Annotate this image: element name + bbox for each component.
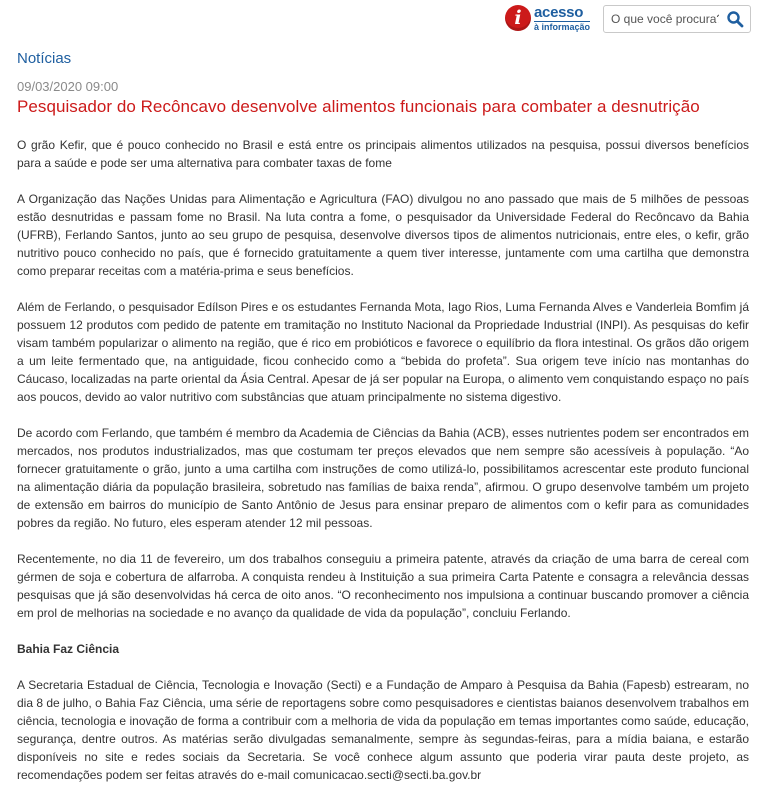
article-title: Pesquisador do Recôncavo desenvolve alimentos funcionais para combater a desnutrição [17,97,700,116]
article-paragraph: A Organização das Nações Unidas para Alimentação e Agricultura (FAO) divulgou no ano passado que mais de 5 milhões de pessoas estão desnutridas e passam fome no Brasil. Na luta contra a fome, o pesquisador da Universidade Federal do Recôncavo da Bahia (UFRB), Ferlando Santos, junto ao seu grupo de pesquisa, desenvolve diversos tipos de alimentos nutricionais, entre eles, o kefir, grão nutritivo pouco conhecido no país, que é fornecido gratuitamente a quem tiver interesse, juntamente com uma cartilha que demonstra como preparar receitas com a matéria-prima e seus benefícios. [17,192,749,278]
article-body [17,136,749,784]
article [17,48,749,802]
article-date: 09/03/2020 09:00 [17,79,119,94]
logo-text-secondary: à informação [534,21,591,32]
article-subheading: Bahia Faz Ciência [17,642,120,656]
acesso-a-informacao-logo[interactable] [505,3,590,33]
info-icon: i [505,5,531,31]
article-paragraph: Além de Ferlando, o pesquisador Edílson Pires e os estudantes Fernanda Mota, Iago Rios, Luma Fernanda Alves e Vanderleia Bomfim já possuem 12 produtos com pedido de patente em tramitação no Instituto Nacional da Propriedade Industrial (INPI). As pesquisas do kefir visam também popularizar o alimento na região, que é rico em probióticos e favorece o equilíbrio da flora intestinal. Os grãos dão origem a um leite fermentado que, na antiguidade, ficou conhecido como a “bebida do profeta”. Sua origem teve início nas montanhas do Cáucaso, localizadas na parte oriental da Ásia Central. Apesar de já ser popular na Europa, o alimento vem conquistando espaço no país aos poucos, devido ao valor nutritivo com substâncias que atuam principalmente no sistema digestivo. [17,300,749,404]
article-paragraph: O grão Kefir, que é pouco conhecido no Brasil e está entre os principais alimentos utilizados na pesquisa, possui diversos benefícios para a saúde e pode ser uma alternativa para combater taxas de fome [17,138,749,170]
article-paragraph: A Secretaria Estadual de Ciência, Tecnologia e Inovação (Secti) e a Fundação de Amparo à Pesquisa da Bahia (Fapesb) estrearam, no dia 8 de julho, o Bahia Faz Ciência, uma série de reportagens sobre como pesquisadores e cientistas baianos desenvolvem trabalhos em ciência, tecnologia e inovação de forma a contribuir com a melhoria de vida da população em temas importantes como saúde, educação, segurança, dentre outros. As matérias serão divulgadas semanalmente, sempre às segundas-feiras, para a mídia baiana, e estarão disponíveis no site e redes sociais da Secretaria. Se você conhece algum assunto que poderia virar pauta deste projeto, as recomendações podem ser feitas através do e-mail comunicacao.secti@secti.ba.gov.br [17,678,749,782]
search-icon[interactable] [726,10,744,28]
article-paragraph: De acordo com Ferlando, que também é membro da Academia de Ciências da Bahia (ACB), esses nutrientes podem ser encontrados em mercados, nos produtos industrializados, mas que costumam ter preços elevados que nem sempre são acessíveis à população. “Ao fornecer gratuitamente o grão, junto a uma cartilha com instruções de como utilizá-lo, possibilitamos acrescentar este produto funcional na alimentação diária da população brasileira, sobretudo nas famílias de baixa renda”, afirmou. O grupo desenvolve também um projeto de extensão em bairros do município de Santo Antônio de Jesus para ensinar preparo de alimentos com o kefir para as comunidades pobres da região. No futuro, eles esperam atender 12 mil pessoas. [17,426,749,530]
logo-text-primary: acesso [534,3,584,21]
article-paragraph: Recentemente, no dia 11 de fevereiro, um dos trabalhos conseguiu a primeira patente, através da criação de uma barra de cereal com gérmen de soja e cobertura de alfarroba. A conquista rendeu à Instituição a sua primeira Carta Patente e consagra a relevância dessas pesquisas que já são desenvolvidas há cerca de oito anos. “O reconhecimento nos impulsiona a continuar buscando promover a ciência em prol de melhorias na sociedade e no avanço da qualidade de vida da população”, concluiu Ferlando. [17,552,749,620]
top-bar [0,0,771,38]
section-label[interactable]: Notícias [17,50,72,67]
search-input[interactable] [611,12,719,26]
search-bar [603,5,751,33]
